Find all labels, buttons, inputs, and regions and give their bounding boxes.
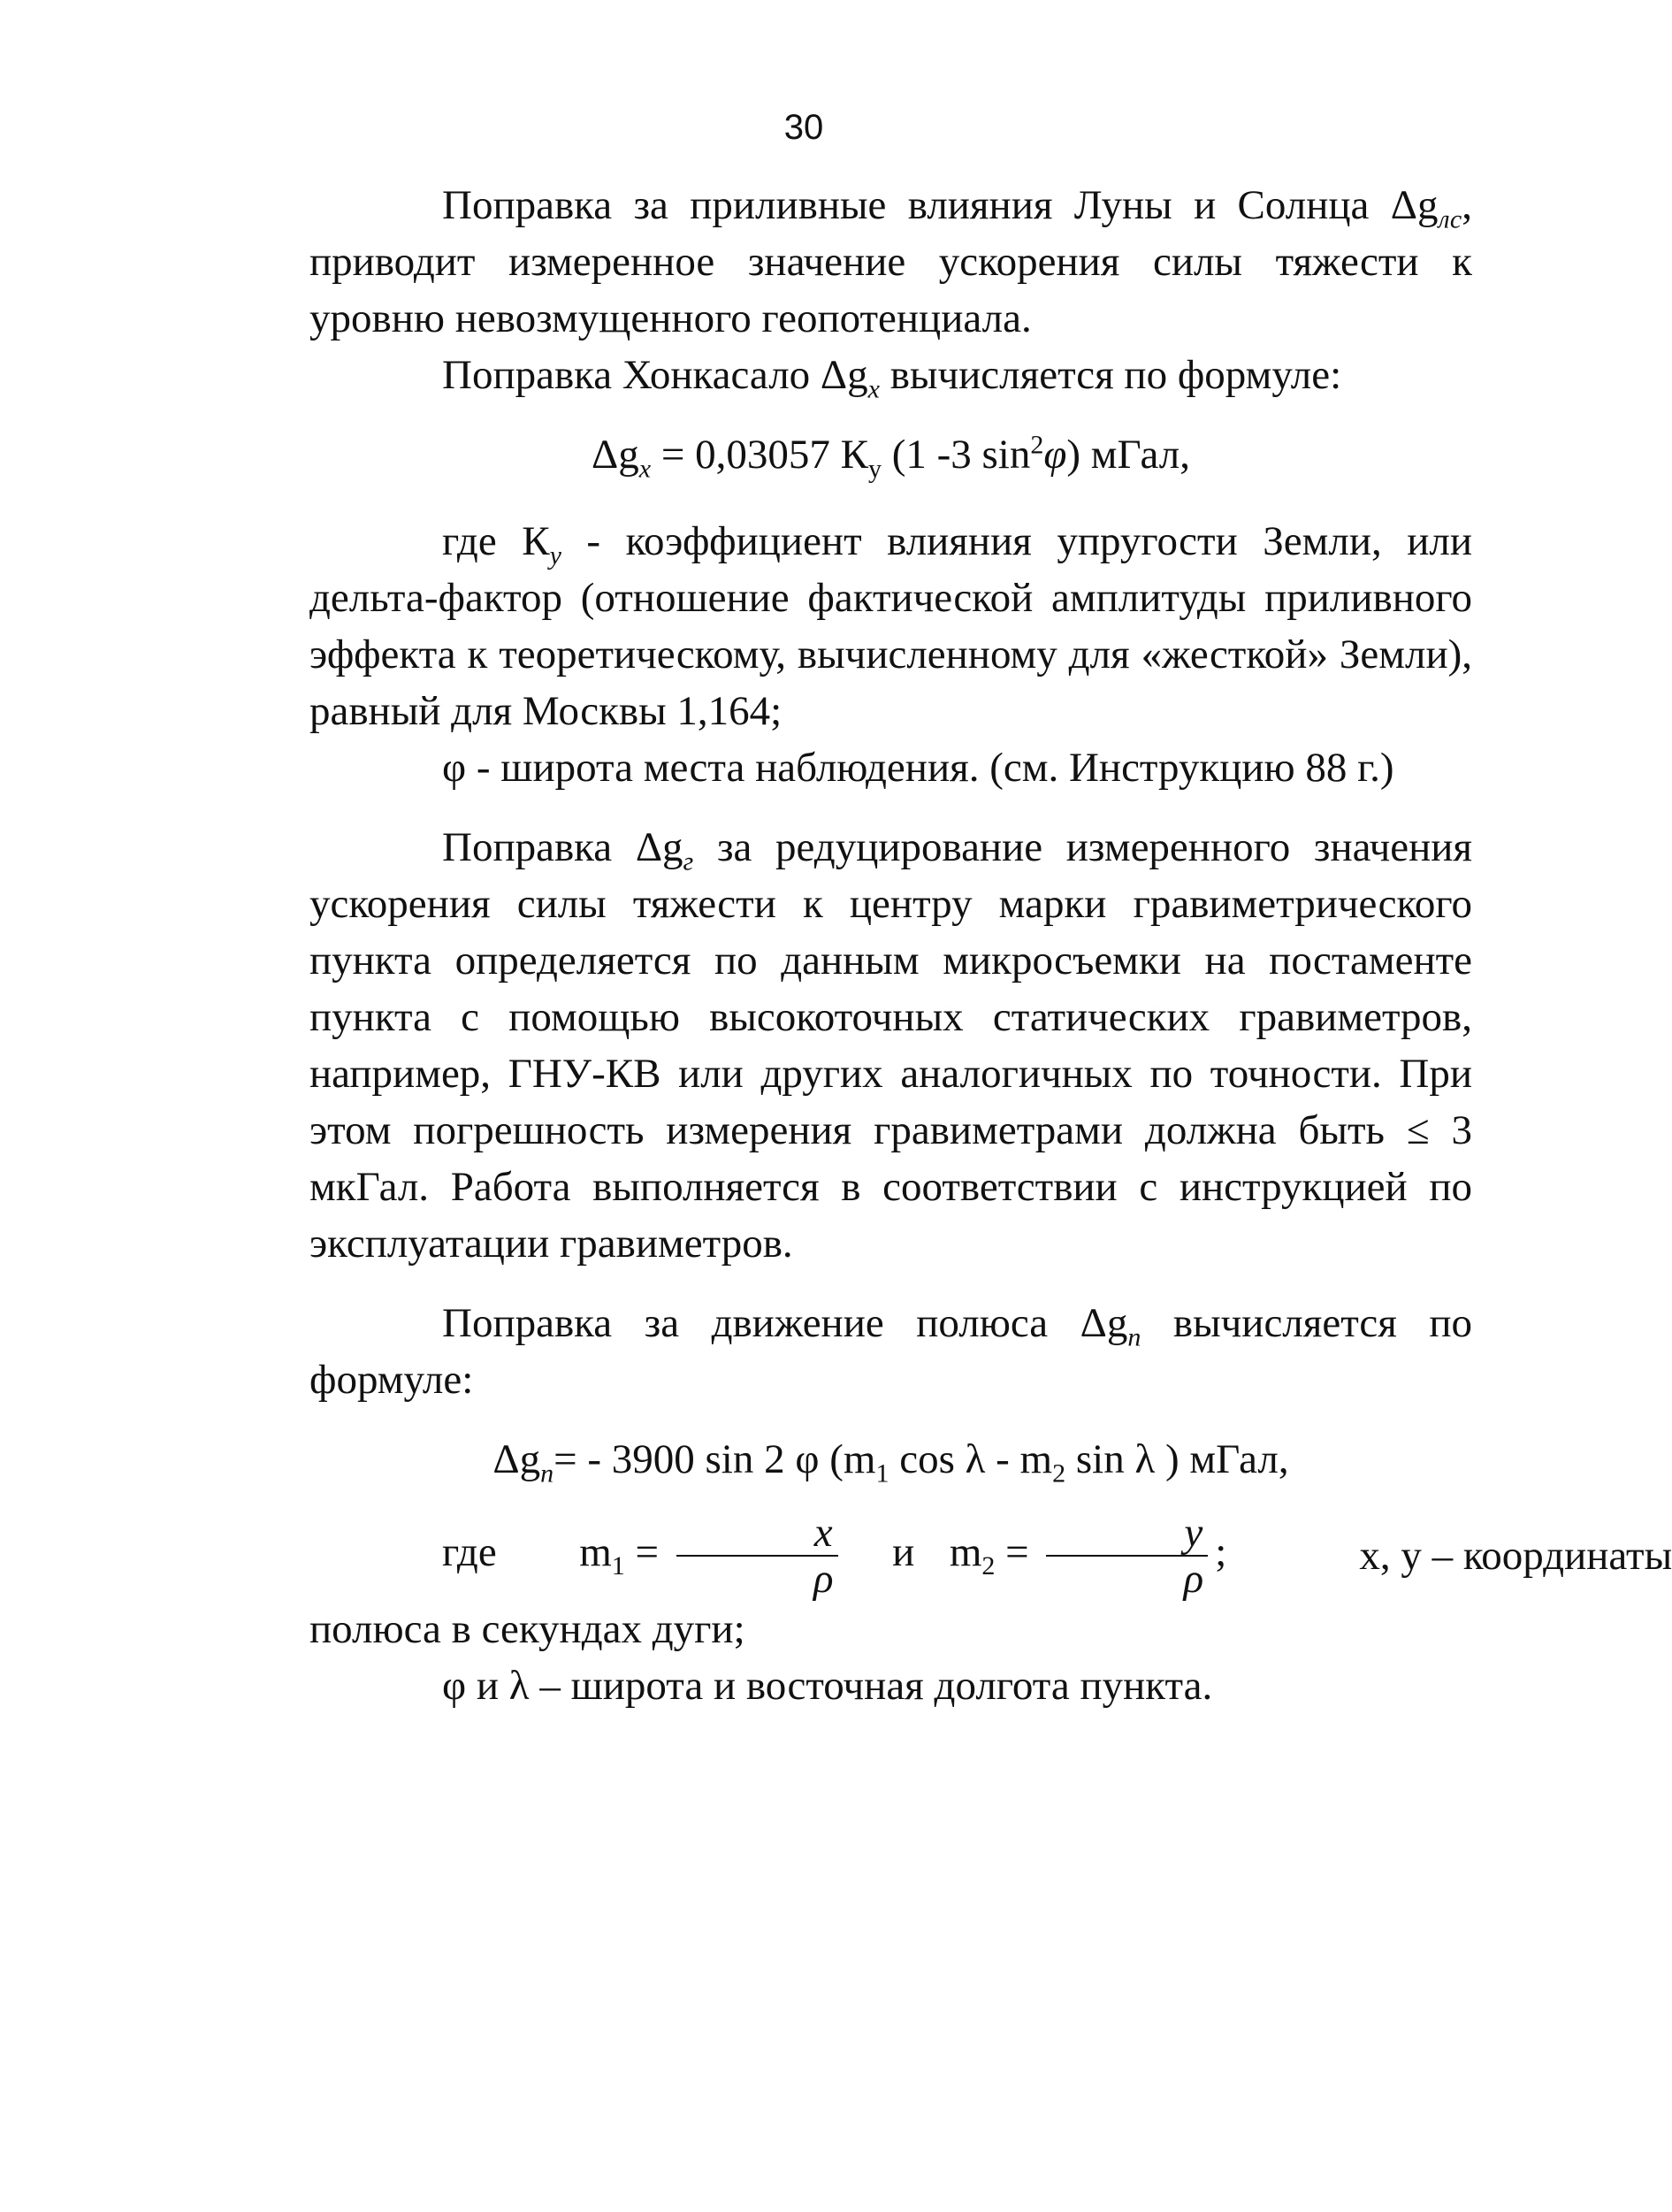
fraction-x-over-rho: $\frac{x}{\rho}$ (676, 1511, 838, 1601)
paragraph-phi-definition: φ - широта места наблюдения. (см. Инструкцию 88 г.) (442, 745, 1394, 791)
fraction-y-over-rho: $\frac{y}{\rho}$ (1046, 1511, 1208, 1601)
paragraph-pole-seconds: полюса в секундах дуги; (309, 1606, 745, 1652)
where-m-definitions: где $m_1$ = $\frac{x}{\rho}$ и $m_2$ = $\frac{y}{\rho}$ ; x, y – координаты (442, 1510, 1672, 1602)
paragraph-pole-motion-correction: Поправка за движение полюса $\Delta g_п$ вычисляется по формуле: (309, 1300, 1472, 1403)
paragraph-lunar-solar-correction: Поправка за приливные влияния Луны и Солнца $\Delta g_{лс}$, приводит измеренное значение ускорения силы тяжести к уровню невозмущенного геопотенциала. (309, 182, 1472, 341)
paragraph-honkasalo-correction: Поправка Хонкасало $\Delta g_x$ вычисляется по формуле: (442, 352, 1342, 404)
document-body (309, 177, 1672, 1714)
paragraph-phi-lambda-definition: φ и λ – широта и восточная долгота пункта. (442, 1663, 1213, 1709)
paragraph-reduction-correction: Поправка $\Delta g_г$ за редуцирование измеренного значения ускорения силы тяжести к центру марки гравиметрического пункта определяется по данным микросъемки на постаменте пункта с помощью высокоточных статических гравиметров, например, ГНУ-КВ или других аналогичных по точности. При этом погрешность измерения гравиметрами должна быть ≤ 3 мкГал. Работа выполняется в соответствии с инструкцией по эксплуатации гравиметров. (309, 824, 1472, 1267)
formula-honkasalo: $\Delta g_x = 0,03057$ $К_у$ (1 -3 $\sin^2\varphi$) мГал, (592, 430, 1190, 484)
formula-pole-motion: $\Delta g_п= - 3900$ sin 2 φ ($m_1$ cos λ - $m_2$ sin λ ) мГал, (492, 1436, 1289, 1489)
paragraph-where-k: где $К_y$ - коэффициент влияния упругости Земли, или дельта-фактор (отношение фактической амплитуды приливного эффекта к теоретическому, вычисленному для «жесткой» Земли), равный для Москвы 1,164; (309, 518, 1472, 734)
page-number: 30 (783, 108, 824, 147)
